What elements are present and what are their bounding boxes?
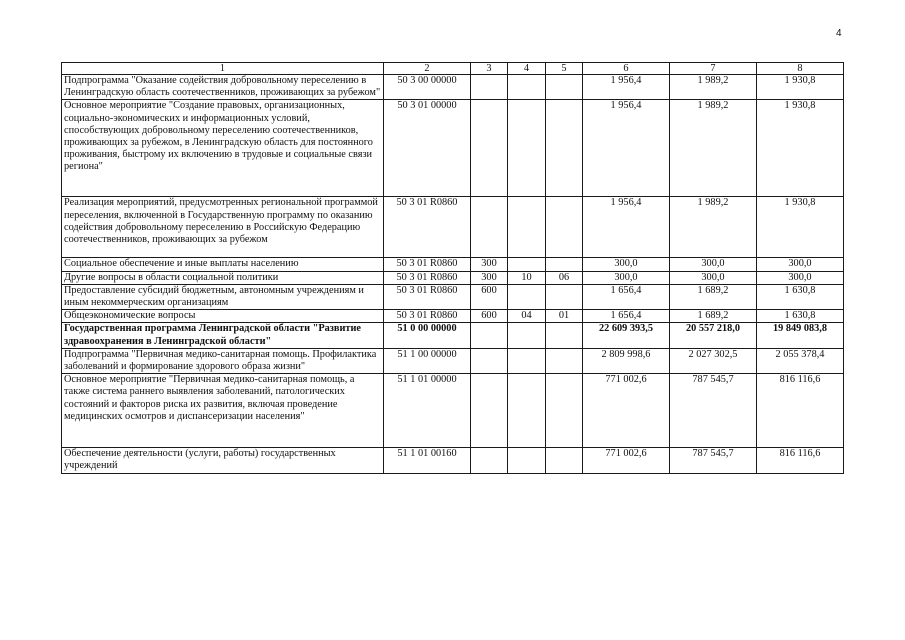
row-code: 51 1 01 00160: [384, 448, 471, 473]
row-col3: 600: [471, 310, 508, 323]
row-name: Общеэкономические вопросы: [62, 310, 384, 323]
row-name: Другие вопросы в области социальной политики: [62, 271, 384, 284]
row-name: Основное мероприятие "Создание правовых, организационных, социально-экономических и информационных условий, способствующих добровольному переселению соотечественников, проживающих за рубежом, в Ленинградскую область для постоянного проживания, быстрому их включению в трудовые и социальные связи региона": [62, 100, 384, 197]
row-col5: [546, 100, 583, 197]
budget-table: [61, 62, 844, 474]
row-value-7: 20 557 218,0: [670, 323, 757, 348]
row-value-6: 771 002,6: [583, 374, 670, 448]
row-value-6: 1 656,4: [583, 284, 670, 309]
row-col3: [471, 374, 508, 448]
row-col5: [546, 374, 583, 448]
row-col4: [508, 258, 546, 271]
row-value-8: 1 630,8: [757, 284, 844, 309]
row-col5: 01: [546, 310, 583, 323]
row-col5: [546, 75, 583, 100]
row-value-7: 787 545,7: [670, 448, 757, 473]
row-col3: [471, 197, 508, 258]
row-value-8: 1 930,8: [757, 75, 844, 100]
row-col4: [508, 323, 546, 348]
row-value-8: 300,0: [757, 258, 844, 271]
row-col3: [471, 448, 508, 473]
table-row: [62, 448, 844, 473]
column-header: 7: [670, 63, 757, 75]
row-value-6: 1 956,4: [583, 100, 670, 197]
row-value-8: 300,0: [757, 271, 844, 284]
row-value-7: 1 989,2: [670, 100, 757, 197]
column-header: 4: [508, 63, 546, 75]
row-col4: [508, 284, 546, 309]
row-col4: [508, 348, 546, 373]
row-col5: [546, 258, 583, 271]
row-col3: 300: [471, 258, 508, 271]
row-name: Обеспечение деятельности (услуги, работы) государственных учреждений: [62, 448, 384, 473]
row-col4: [508, 448, 546, 473]
row-code: 50 3 00 00000: [384, 75, 471, 100]
row-code: 51 0 00 00000: [384, 323, 471, 348]
row-col3: [471, 100, 508, 197]
table-row: [62, 100, 844, 197]
row-name: Реализация мероприятий, предусмотренных региональной программой переселения, включенной в Государственную программу по оказанию содействия добровольному переселению в Российскую Федерацию соотечественников, проживающих за рубежом: [62, 197, 384, 258]
row-name: Подпрограмма "Оказание содействия добровольному переселению в Ленинградскую область соотечественников, проживающих за рубежом": [62, 75, 384, 100]
row-name: Государственная программа Ленинградской области "Развитие здравоохранения в Ленинградской области": [62, 323, 384, 348]
row-col5: [546, 323, 583, 348]
row-value-7: 1 989,2: [670, 75, 757, 100]
row-value-7: 787 545,7: [670, 374, 757, 448]
row-col5: [546, 448, 583, 473]
row-name: Подпрограмма "Первичная медико-санитарная помощь. Профилактика заболеваний и формирование здорового образа жизни": [62, 348, 384, 373]
row-value-7: 1 989,2: [670, 197, 757, 258]
page-number: 4: [836, 28, 842, 39]
column-header: 6: [583, 63, 670, 75]
row-code: 50 3 01 00000: [384, 100, 471, 197]
row-value-6: 1 656,4: [583, 310, 670, 323]
table-row: [62, 284, 844, 309]
row-col3: [471, 323, 508, 348]
row-code: 50 3 01 R0860: [384, 197, 471, 258]
row-value-6: 1 956,4: [583, 75, 670, 100]
row-col4: [508, 197, 546, 258]
table-row: [62, 348, 844, 373]
table-row: [62, 197, 844, 258]
row-value-6: 1 956,4: [583, 197, 670, 258]
row-value-8: 816 116,6: [757, 448, 844, 473]
table-row: [62, 271, 844, 284]
row-code: 51 1 01 00000: [384, 374, 471, 448]
column-header-row: [62, 63, 844, 75]
row-value-8: 1 930,8: [757, 197, 844, 258]
row-col5: [546, 197, 583, 258]
column-header: 3: [471, 63, 508, 75]
row-value-8: 2 055 378,4: [757, 348, 844, 373]
row-value-7: 300,0: [670, 258, 757, 271]
row-value-7: 300,0: [670, 271, 757, 284]
table-row-program: [62, 323, 844, 348]
row-col3: 600: [471, 284, 508, 309]
row-col3: [471, 75, 508, 100]
row-value-8: 1 630,8: [757, 310, 844, 323]
row-value-6: 771 002,6: [583, 448, 670, 473]
row-col4: [508, 75, 546, 100]
column-header: 5: [546, 63, 583, 75]
table-row: [62, 310, 844, 323]
row-value-7: 1 689,2: [670, 310, 757, 323]
row-value-8: 1 930,8: [757, 100, 844, 197]
row-col4: [508, 100, 546, 197]
row-name: Основное мероприятие "Первичная медико-санитарная помощь, а также система раннего выявления заболеваний, патологических состояний и факторов риска их развития, включая проведение медицинских осмотров и диспансеризации населения": [62, 374, 384, 448]
row-col4: 10: [508, 271, 546, 284]
column-header: 1: [62, 63, 384, 75]
row-col3: 300: [471, 271, 508, 284]
column-header: 8: [757, 63, 844, 75]
row-col4: [508, 374, 546, 448]
row-col5: [546, 348, 583, 373]
row-value-6: 300,0: [583, 258, 670, 271]
table-row: [62, 75, 844, 100]
row-col5: 06: [546, 271, 583, 284]
table-row: [62, 258, 844, 271]
row-col4: 04: [508, 310, 546, 323]
row-name: Социальное обеспечение и иные выплаты населению: [62, 258, 384, 271]
row-value-6: 2 809 998,6: [583, 348, 670, 373]
row-code: 51 1 00 00000: [384, 348, 471, 373]
row-name: Предоставление субсидий бюджетным, автономным учреждениям и иным некоммерческим организациям: [62, 284, 384, 309]
row-value-7: 1 689,2: [670, 284, 757, 309]
row-code: 50 3 01 R0860: [384, 258, 471, 271]
column-header: 2: [384, 63, 471, 75]
row-code: 50 3 01 R0860: [384, 284, 471, 309]
row-value-8: 19 849 083,8: [757, 323, 844, 348]
row-value-7: 2 027 302,5: [670, 348, 757, 373]
row-value-6: 300,0: [583, 271, 670, 284]
table-row: [62, 374, 844, 448]
row-value-8: 816 116,6: [757, 374, 844, 448]
row-code: 50 3 01 R0860: [384, 310, 471, 323]
row-code: 50 3 01 R0860: [384, 271, 471, 284]
row-col5: [546, 284, 583, 309]
row-col3: [471, 348, 508, 373]
row-value-6: 22 609 393,5: [583, 323, 670, 348]
